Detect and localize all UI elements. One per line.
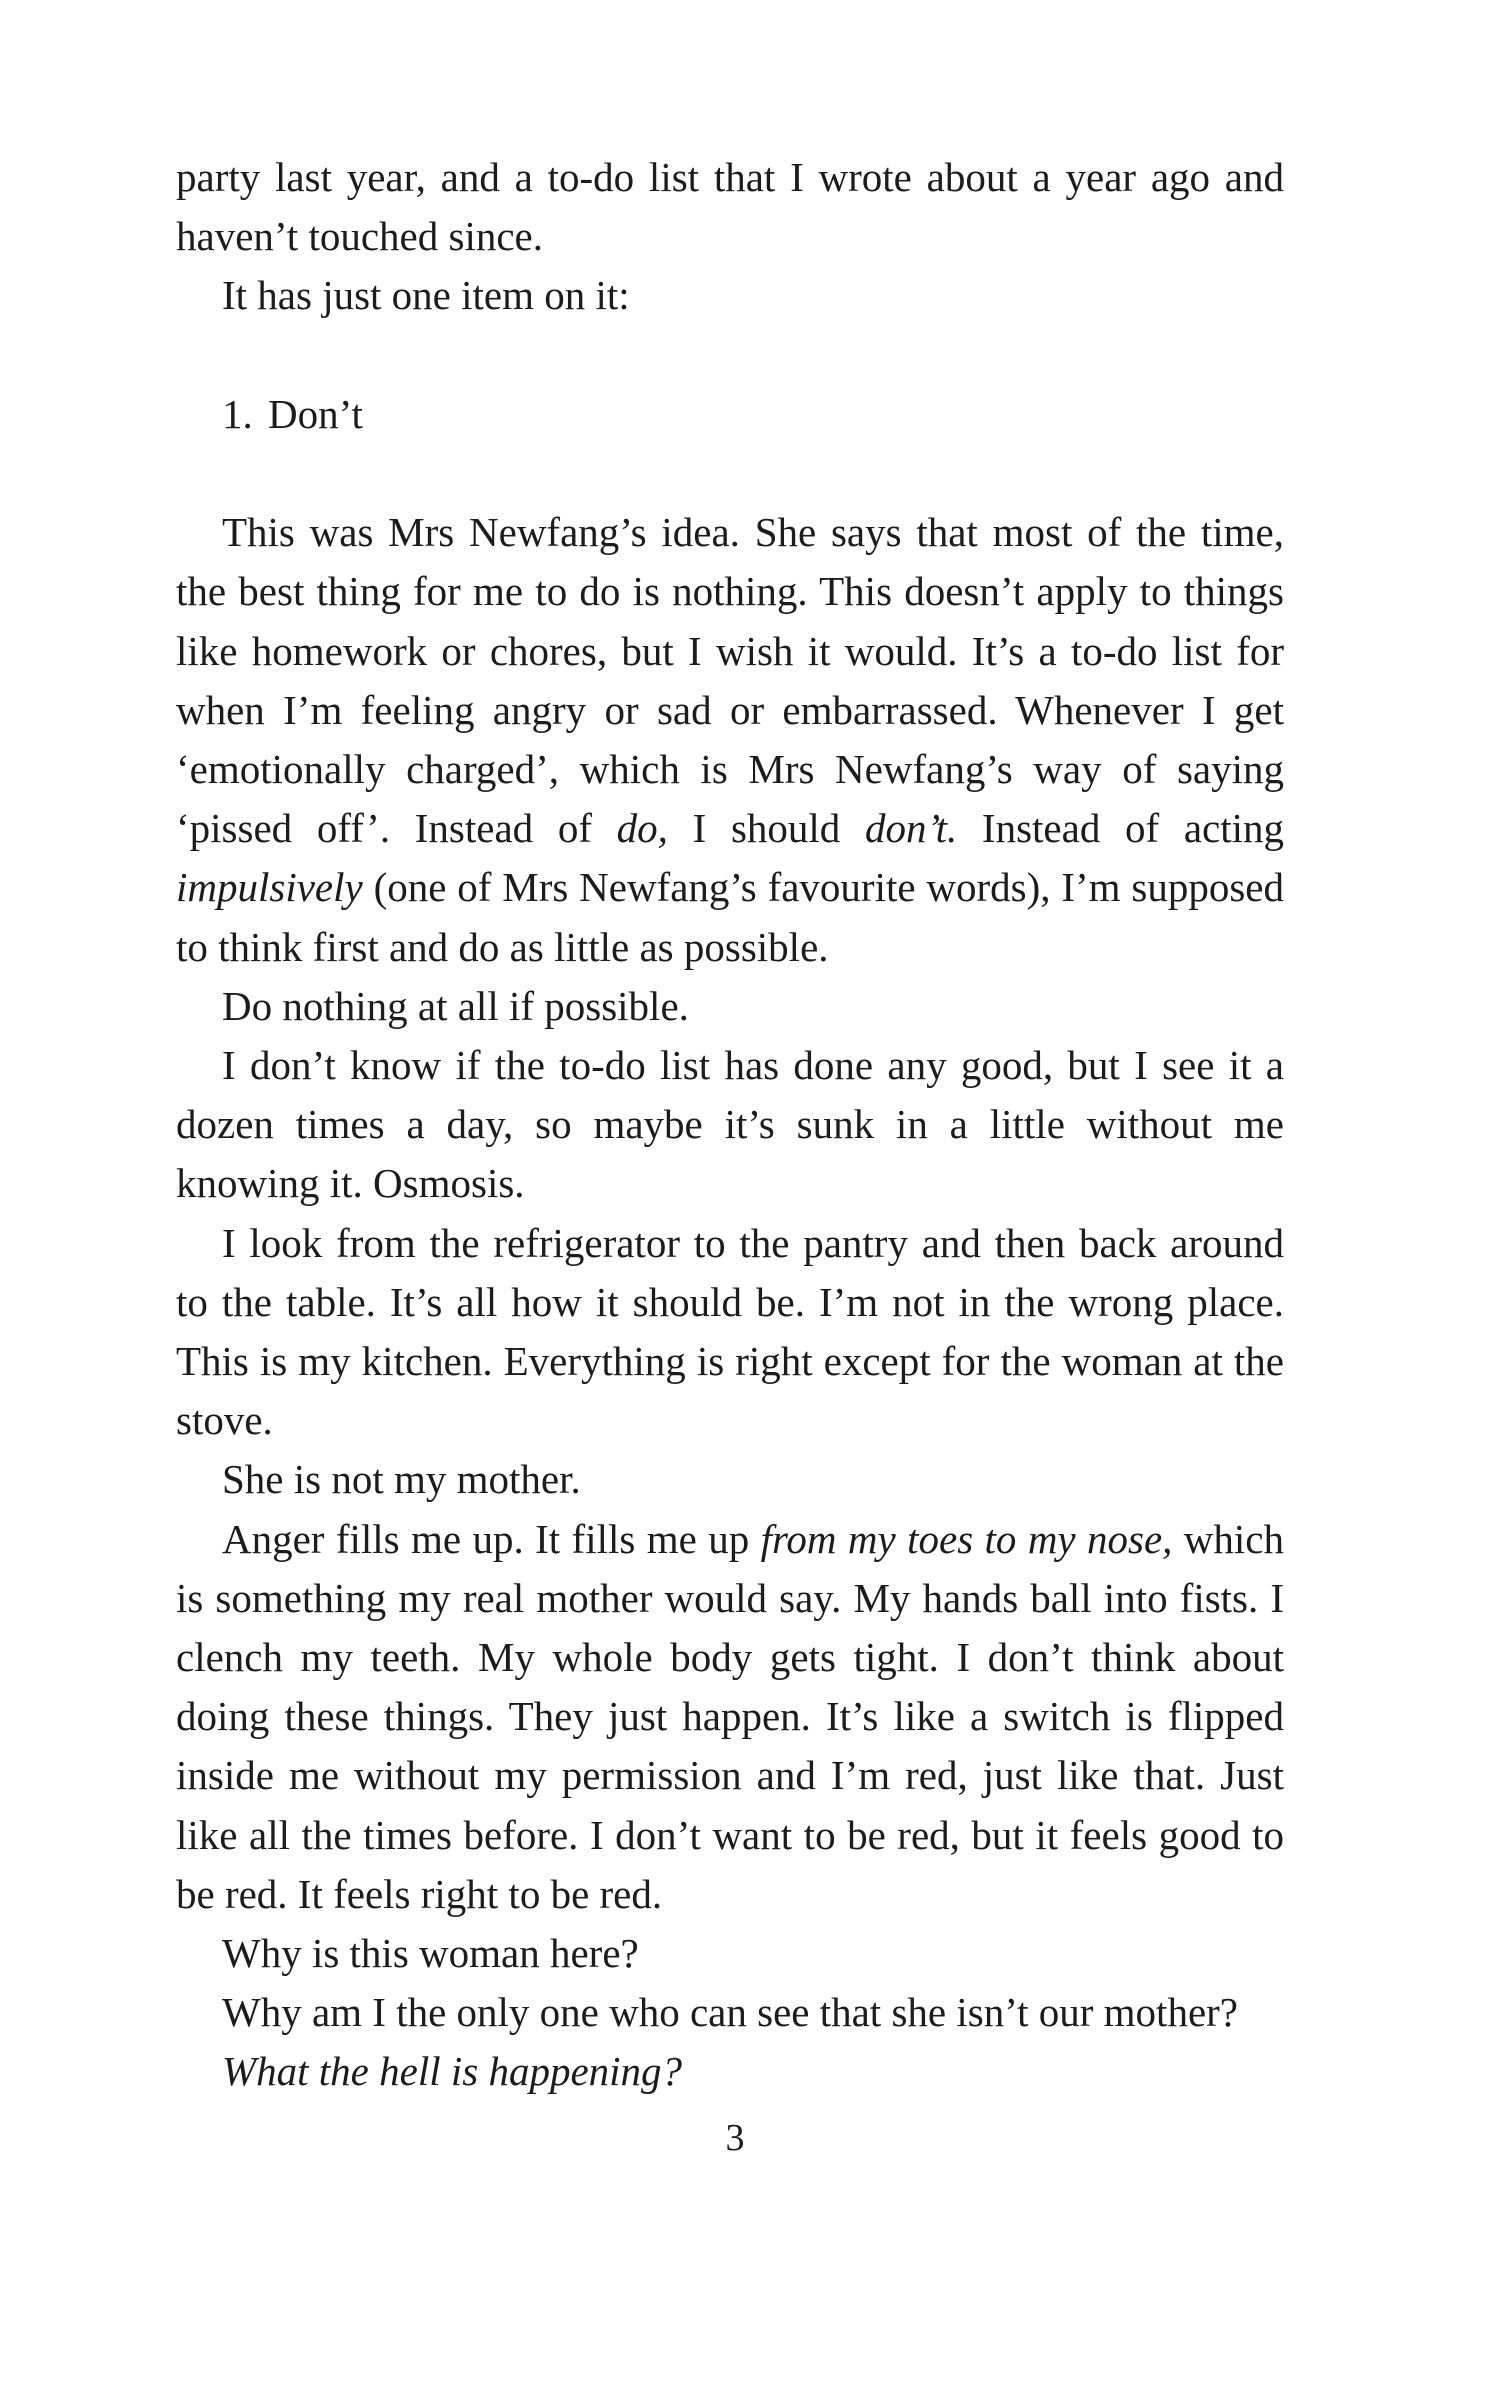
paragraph (176, 1983, 1284, 2042)
text-run: which is something my real mother would say. My hands ball into fists. I clench my teeth. My whole body gets tight. I don’t think about doing these things. They just happen. It’s like a switch is flipped inside me without my permission and I’m red, just like that. Just like all the times before. I don’t want to be red, but it feels good to be red. It feels right to be red. (176, 1515, 1285, 1917)
body-text (176, 148, 1284, 2102)
paragraph (176, 1510, 1284, 1924)
text-run: Why is this woman here? (222, 1930, 639, 1977)
text-run: I don’t know if the to-do list has done any good, but I see it a dozen times a day, so maybe it’s sunk in a little without me knowing it. Osmosis. (176, 1042, 1284, 1207)
text-run: Why am I the only one who can see that she isn’t our mother? (222, 1989, 1238, 2036)
paragraph (176, 1924, 1284, 1983)
text-run: Anger fills me up. It fills me up (222, 1515, 761, 1562)
page-number: 3 (725, 2117, 745, 2159)
paragraph (176, 148, 1284, 266)
paragraph (176, 977, 1284, 1036)
text-run: It has just one item on it: (222, 272, 630, 319)
text-run: party last year, and a to-do list that I wrote about a year ago and haven’t touched since. (176, 154, 1284, 260)
italic-text: impulsively (176, 864, 363, 911)
italic-text: What the hell is happening? (222, 2048, 683, 2095)
paragraph (176, 503, 1284, 977)
paragraph (176, 266, 1284, 325)
paragraph (176, 1036, 1284, 1214)
paragraph (176, 1214, 1284, 1451)
italic-text: don’t. (864, 805, 958, 852)
text-run: (one of Mrs Newfang’s favourite words), I’m supposed to think first and do as little as possible. (176, 864, 1284, 970)
text-run: I should (667, 805, 865, 852)
text-run: Don’t (268, 390, 363, 437)
text-run: This was Mrs Newfang’s idea. She says that most of the time, the best thing for me to do is nothing. This doesn’t apply to things like homework or chores, but I wish it would. It’s a to-do list for when I’m feeling angry or sad or embarrassed. Whenever I get ‘emotionally charged’, which is Mrs Newfang’s way of saying ‘pissed off’. Instead of (176, 509, 1284, 852)
italic-text: do, (616, 805, 668, 852)
paragraph (176, 2042, 1284, 2101)
list-item (176, 385, 1284, 444)
text-run: I look from the refrigerator to the pantry and then back around to the table. It’s all how it should be. I’m not in the wrong place. This is my kitchen. Everything is right except for the woman at the stove. (176, 1219, 1284, 1444)
text-run: Do nothing at all if possible. (222, 982, 689, 1029)
italic-text: from my toes to my nose, (760, 1515, 1173, 1562)
text-run: She is not my mother. (222, 1456, 581, 1503)
paragraph (176, 1450, 1284, 1509)
text-run: Instead of acting (957, 805, 1285, 852)
list-item-number: 1. (222, 390, 253, 437)
